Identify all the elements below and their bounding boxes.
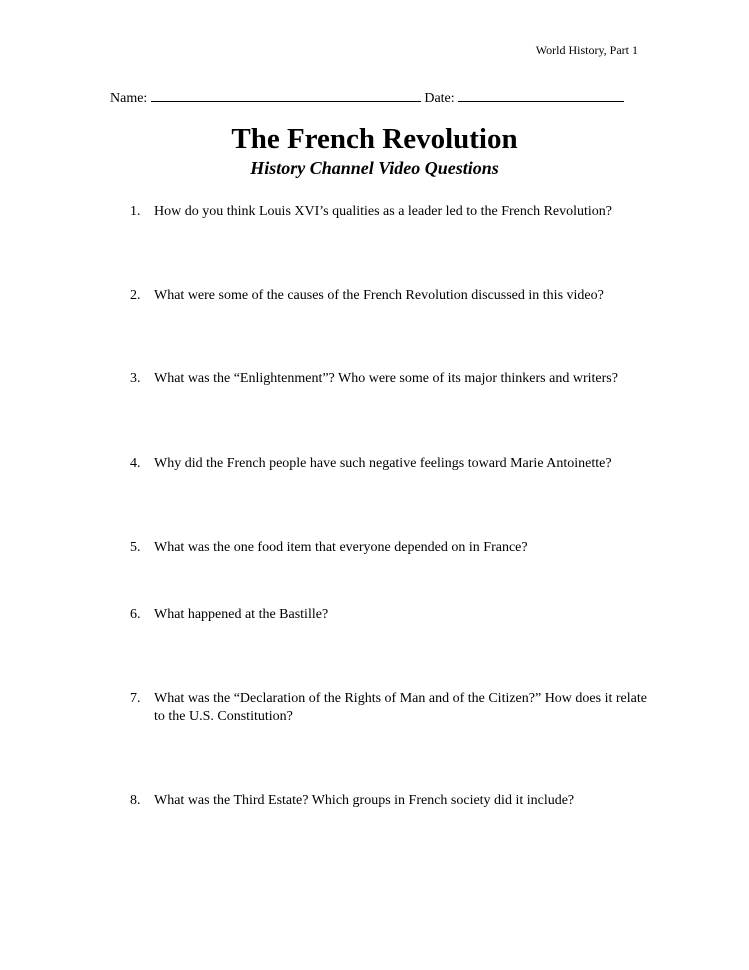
question-7 <box>110 690 650 726</box>
page-title: The French Revolution <box>231 123 518 155</box>
name-date-line <box>110 88 624 108</box>
question-8 <box>110 792 650 810</box>
question-number: 4. <box>130 456 141 471</box>
question-text: What were some of the causes of the French Revolution discussed in this video? <box>154 288 604 303</box>
name-blank[interactable] <box>151 88 421 102</box>
date-blank[interactable] <box>458 88 624 102</box>
question-text: Why did the French people have such negative feelings toward Marie Antoinette? <box>154 456 612 471</box>
question-number: 7. <box>130 691 141 706</box>
question-text: What was the one food item that everyone depended on in France? <box>154 540 528 555</box>
question-text: What was the “Declaration of the Rights of Man and of the Citizen?” How does it relate to the U.S. Constitution? <box>154 691 647 724</box>
question-number: 8. <box>130 793 141 808</box>
question-2 <box>110 287 650 305</box>
question-number: 1. <box>130 204 141 219</box>
course-label: World History, Part 1 <box>535 43 638 57</box>
question-number: 6. <box>130 607 141 622</box>
question-6 <box>110 606 650 624</box>
question-4 <box>110 455 650 473</box>
question-text: What happened at the Bastille? <box>154 607 329 622</box>
question-5 <box>110 539 650 557</box>
question-number: 3. <box>130 371 141 386</box>
question-1 <box>110 203 650 221</box>
name-label: Name: <box>110 91 148 106</box>
question-number: 5. <box>130 540 141 555</box>
date-label: Date: <box>424 91 455 106</box>
question-number: 2. <box>130 288 141 303</box>
question-3 <box>110 370 650 388</box>
page-subtitle: History Channel Video Questions <box>250 158 499 178</box>
question-text: What was the Third Estate? Which groups in French society did it include? <box>154 793 575 808</box>
question-text: How do you think Louis XVI’s qualities as a leader led to the French Revolution? <box>154 204 613 219</box>
question-text: What was the “Enlightenment”? Who were some of its major thinkers and writers? <box>154 371 618 386</box>
